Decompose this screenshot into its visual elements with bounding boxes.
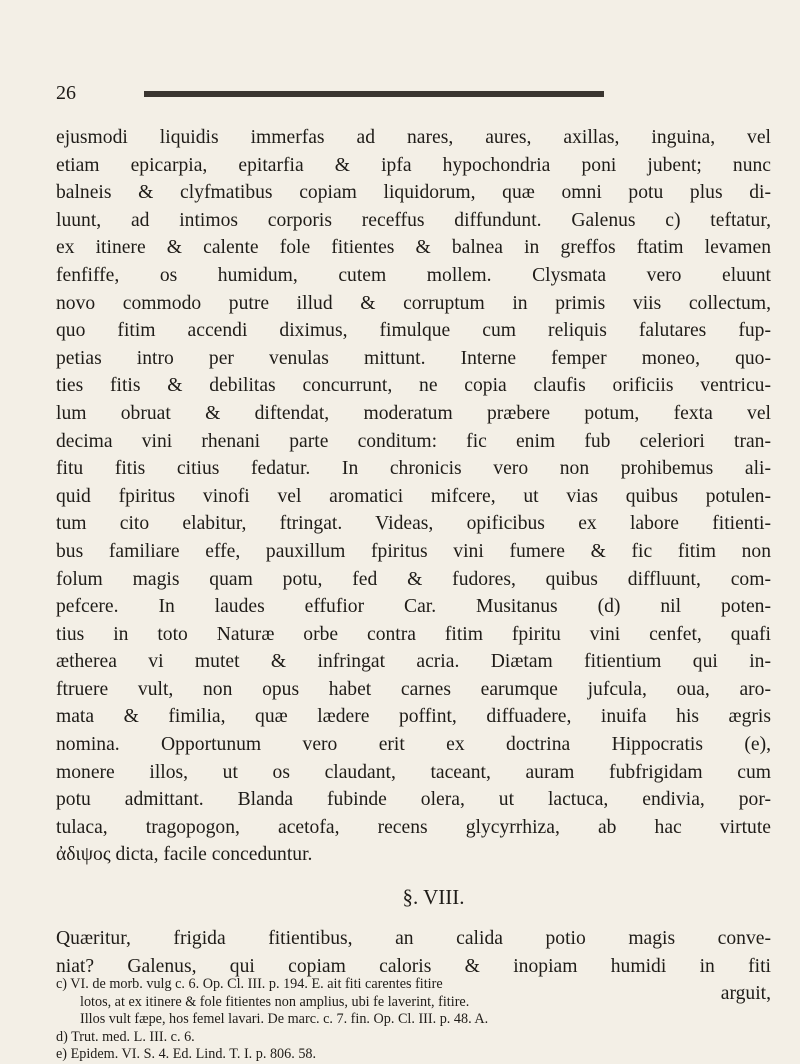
text-line: novo commodo putre illud & corruptum in primis viis collectum, xyxy=(56,292,771,314)
header-rule xyxy=(144,91,604,97)
main-text xyxy=(56,124,771,1008)
text-line: quid fpiritus vinofi vel aromatici mifcere, ut vias quibus potulen- xyxy=(56,485,771,507)
text-line: tum cito elabitur, ftringat. Videas, opificibus ex labore fitienti- xyxy=(56,513,771,535)
text-line: ἀδιψος dicta, facile conceduntur. xyxy=(56,844,313,866)
footnote-line: c) VI. de morb. vulg c. 6. Op. Cl. III. p. 194. E. ait fiti carentes fitire xyxy=(56,976,443,992)
text-line: decima vini rhenani parte conditum: fic enim fub celeriori tran- xyxy=(56,430,771,452)
text-line: ex itinere & calente fole fitientes & balnea in greffos ftatim levamen xyxy=(56,237,771,259)
text-line: ætherea vi mutet & infringat acria. Diætam fitientium qui in- xyxy=(56,651,771,673)
page-number: 26 xyxy=(56,82,76,104)
footnote-line: e) Epidem. VI. S. 4. Ed. Lind. T. I. p. 806. 58. xyxy=(56,1046,317,1062)
text-line: pefcere. In laudes effufior Car. Musitanus (d) nil poten- xyxy=(56,596,771,618)
text-line: nomina. Opportunum vero erit ex doctrina Hippocratis (e), xyxy=(56,734,771,756)
footnote-line: lotos, at ex itinere & fole fitientes non amplius, ubi fe laverint, fitire. xyxy=(80,993,470,1010)
footnote-line: Illos vult fæpe, hos femel lavari. De marc. c. 7. fin. Op. Cl. III. p. 48. A. xyxy=(80,1011,489,1027)
text-line: lum obruat & diftendat, moderatum præbere potum, fexta vel xyxy=(56,402,771,424)
text-line: monere illos, ut os claudant, taceant, auram fubfrigidam cum xyxy=(56,761,771,783)
text-line: luunt, ad intimos corporis receffus diffundunt. Galenus c) teftatur, xyxy=(56,209,771,231)
text-line: mata & fimilia, quæ lædere poffint, diffuadere, inuifa his ægris xyxy=(56,706,771,728)
text-line: fenfiffe, os humidum, cutem mollem. Clysmata vero eluunt xyxy=(56,264,771,286)
footnotes xyxy=(56,976,771,1064)
footnote-line: d) Trut. med. L. III. c. 6. xyxy=(56,1028,195,1045)
text-line: ejusmodi liquidis immerfas ad nares, aures, axillas, inguina, vel xyxy=(56,127,771,148)
text-line: etiam epicarpia, epitarfia & ipfa hypochondria poni jubent; nunc xyxy=(56,154,771,176)
text-line: tius in toto Naturæ orbe contra fitim fpiritu vini cenfet, quafi xyxy=(56,623,771,645)
text-line: Quæritur, frigida fitientibus, an calida potio magis conve- xyxy=(56,928,771,950)
text-line: ftruere vult, non opus habet carnes earumque jufcula, oua, aro- xyxy=(56,678,771,700)
page-header xyxy=(56,82,776,112)
paragraph-1 xyxy=(56,124,771,869)
text-line: niat? Galenus, qui copiam caloris & inopiam humidi in fiti xyxy=(56,955,771,977)
text-line: tulaca, tragopogon, acetofa, recens glycyrrhiza, ab hac virtute xyxy=(56,816,771,838)
text-line: fitu fitis citius fedatur. In chronicis vero non prohibemus ali- xyxy=(56,458,771,480)
text-line: balneis & clyfmatibus copiam liquidorum, quæ omni potu plus di- xyxy=(56,182,771,204)
section-heading: §. VIII. xyxy=(402,885,465,910)
text-line: arguit, xyxy=(720,983,771,1005)
text-line: bus familiare effe, pauxillum fpiritus vini fumere & fic fitim non xyxy=(56,540,771,562)
text-line: folum magis quam potu, fed & fudores, quibus diffluunt, com- xyxy=(56,568,771,590)
text-line: ties fitis & debilitas concurrunt, ne copia claufis orificiis ventricu- xyxy=(56,375,771,397)
text-line: potu admittant. Blanda fubinde olera, ut lactuca, endivia, por- xyxy=(56,789,771,811)
text-line: quo fitim accendi diximus, fimulque cum reliquis falutares fup- xyxy=(56,320,771,342)
text-line: petias intro per venulas mittunt. Interne femper moneo, quo- xyxy=(56,347,771,369)
